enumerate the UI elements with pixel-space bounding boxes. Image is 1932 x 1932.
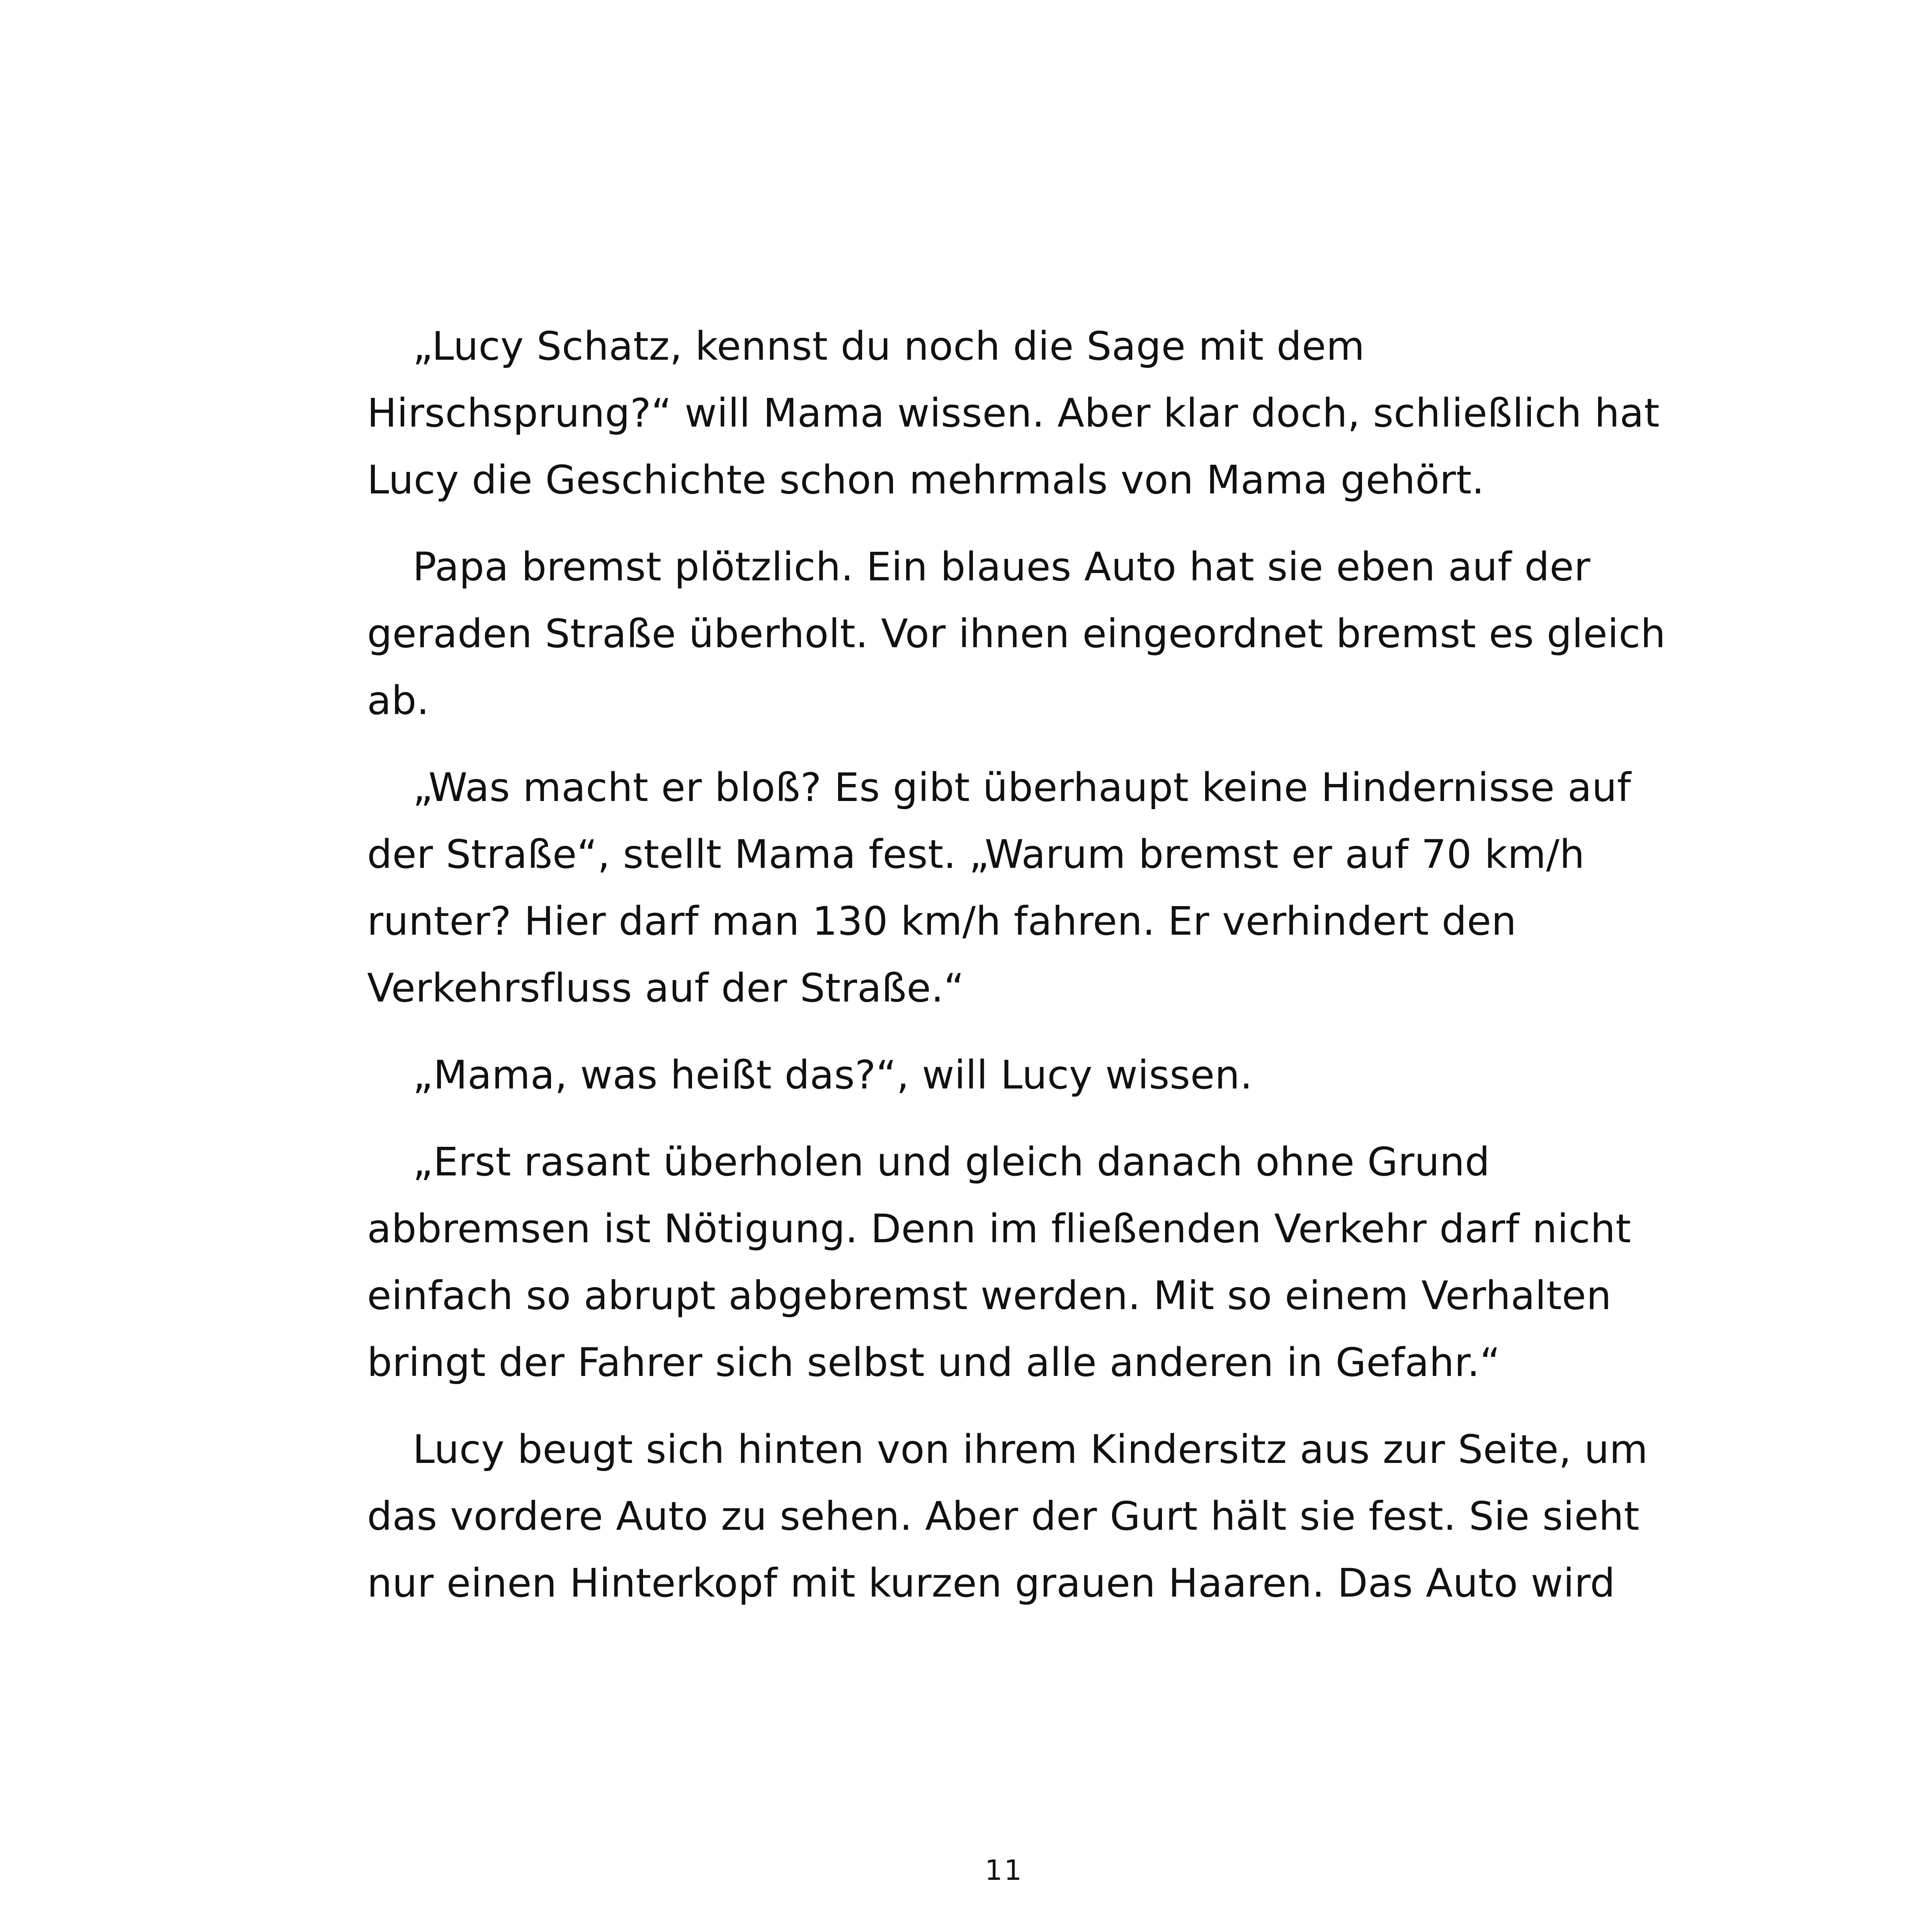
paragraph-4: „Mama, was heißt das?“, will Lucy wissen. <box>413 1052 1253 1098</box>
paragraph-3: „Was macht er bloß? Es gibt überhaupt keine Hindernisse auf der Straße“, stellt Mama fest. „Warum bremst er auf 70 km/h runter? Hier darf man 130 km/h fahren. Er verhindert den Verkehrsfluss auf der Straße.“ <box>367 765 1631 1011</box>
page-number: 11 <box>985 1854 1024 1886</box>
body-text <box>367 313 1681 1617</box>
paragraph-6: Lucy beugt sich hinten von ihrem Kindersitz aus zur Seite, um das vordere Auto zu sehen. Aber der Gurt hält sie fest. Sie sieht nur einen Hinterkopf mit kurzen grauen Haaren. Das Auto wird <box>367 1427 1648 1606</box>
paragraph-1: „Lucy Schatz, kennst du noch die Sage mit dem Hirschsprung?“ will Mama wissen. Aber klar doch, schließlich hat Lucy die Geschichte schon mehrmals von Mama gehört. <box>367 323 1660 503</box>
paragraph-2: Papa bremst plötzlich. Ein blaues Auto hat sie eben auf der geraden Straße überholt. Vor ihnen eingeordnet bremst es gleich ab. <box>367 544 1666 724</box>
paragraph-5: „Erst rasant überholen und gleich danach ohne Grund abbremsen ist Nötigung. Denn im fließenden Verkehr darf nicht einfach so abrupt abgebremst werden. Mit so einem Verhalten bringt der Fahrer sich selbst und alle anderen in Gefahr.“ <box>367 1139 1631 1386</box>
